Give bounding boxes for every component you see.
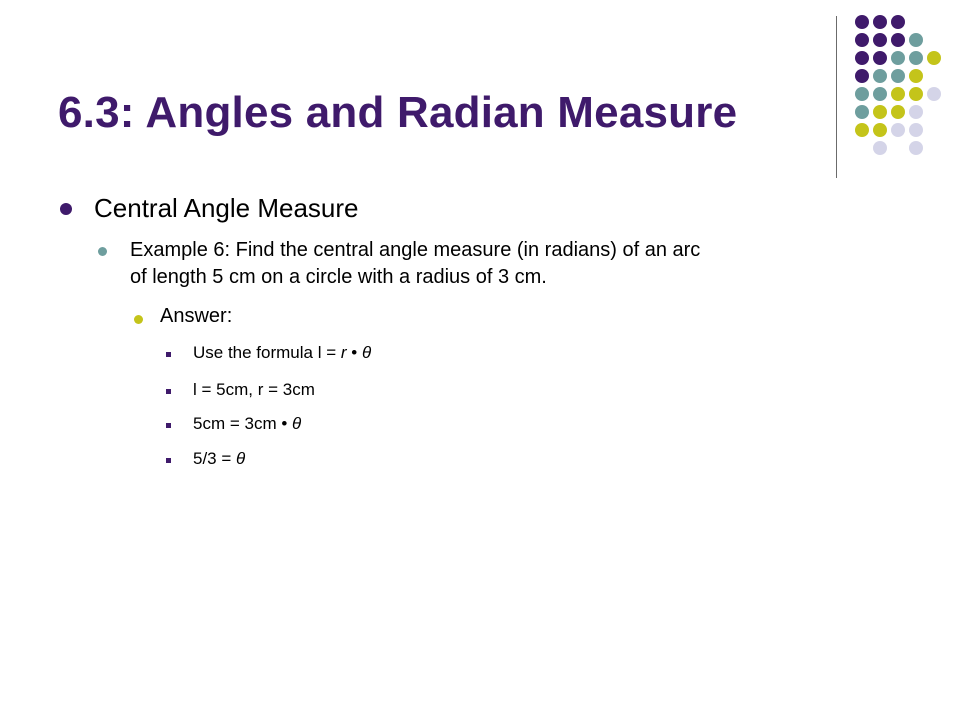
bullet-example-6 xyxy=(98,237,700,291)
bullet-text xyxy=(130,237,700,291)
decorative-dot xyxy=(855,69,869,83)
decorative-dot xyxy=(873,141,887,155)
step-text xyxy=(193,449,245,469)
bullet-central-angle xyxy=(60,193,358,224)
decorative-dot xyxy=(909,141,923,155)
decorative-dot xyxy=(855,105,869,119)
decorative-dot xyxy=(873,15,887,29)
slide-title: 6.3: Angles and Radian Measure xyxy=(58,88,738,137)
decorative-dot xyxy=(855,123,869,137)
decorative-dot xyxy=(873,33,887,47)
decorative-dot xyxy=(909,105,923,119)
step-text xyxy=(193,343,371,363)
decorative-dot xyxy=(891,15,905,29)
step-theta: θ xyxy=(236,449,246,468)
step-var-r: r xyxy=(340,343,347,362)
vertical-divider-line xyxy=(836,16,837,178)
bullet-square-icon xyxy=(166,458,171,463)
step-text-part: 5cm = 3cm • xyxy=(193,414,293,433)
decorative-dot xyxy=(873,123,887,137)
bullet-square-icon xyxy=(166,389,171,394)
decorative-dot xyxy=(891,33,905,47)
decorative-dot xyxy=(855,51,869,65)
decorative-dot xyxy=(873,87,887,101)
decorative-dot xyxy=(927,51,941,65)
bullet-dot-icon xyxy=(60,203,72,215)
step-item xyxy=(166,343,371,363)
decorative-dot xyxy=(909,69,923,83)
step-text xyxy=(193,414,301,434)
step-item xyxy=(166,449,245,469)
example-line-1: Example 6: Find the central angle measure (in radians) of an arc xyxy=(130,239,701,261)
decorative-dot xyxy=(909,51,923,65)
decorative-dot xyxy=(891,123,905,137)
decorative-dot xyxy=(909,123,923,137)
decorative-dot xyxy=(855,87,869,101)
step-theta: θ xyxy=(361,343,372,362)
decorative-dot xyxy=(909,33,923,47)
bullet-square-icon xyxy=(166,423,171,428)
decorative-dot xyxy=(891,87,905,101)
step-theta: θ xyxy=(292,414,302,433)
bullet-square-icon xyxy=(166,352,171,357)
step-operator: • xyxy=(346,343,362,362)
bullet-dot-icon xyxy=(134,315,143,324)
step-text-part: Use the formula l = xyxy=(193,343,341,362)
decorative-dot xyxy=(891,69,905,83)
decorative-dot xyxy=(855,33,869,47)
decorative-dot xyxy=(891,51,905,65)
step-text: l = 5cm, r = 3cm xyxy=(193,380,315,399)
decorative-dot xyxy=(873,105,887,119)
decorative-dot xyxy=(891,105,905,119)
bullet-answer xyxy=(134,305,232,328)
decorative-dot xyxy=(927,87,941,101)
example-line-2: of length 5 cm on a circle with a radius of 3 cm. xyxy=(130,266,547,288)
decorative-dot xyxy=(873,51,887,65)
bullet-text: Answer: xyxy=(160,305,233,327)
bullet-dot-icon xyxy=(98,247,107,256)
step-text-part: 5/3 = xyxy=(193,449,237,468)
step-item xyxy=(166,414,301,434)
bullet-text: Central Angle Measure xyxy=(94,193,359,223)
decorative-dot xyxy=(873,69,887,83)
decorative-dot xyxy=(909,87,923,101)
step-item xyxy=(166,380,315,400)
decorative-dot xyxy=(855,15,869,29)
